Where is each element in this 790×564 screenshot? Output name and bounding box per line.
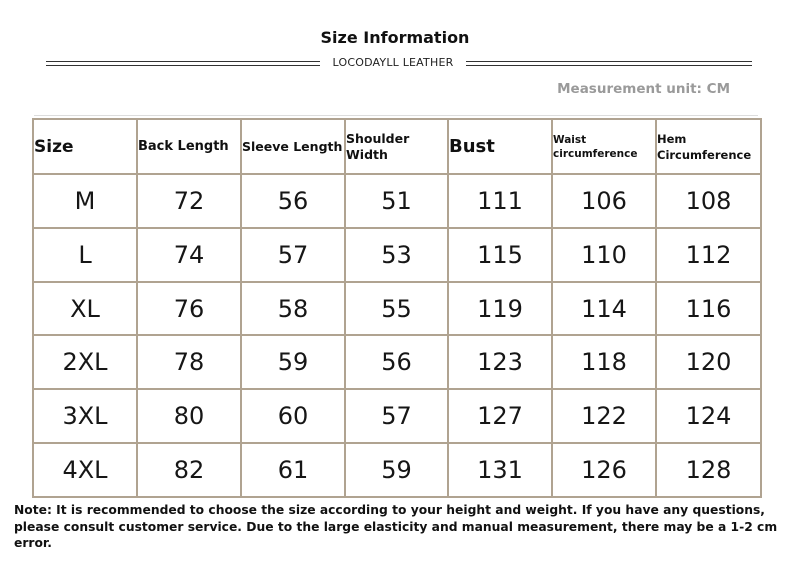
header-shoulder-width: Shoulder Width (345, 119, 448, 174)
table-cell: 115 (448, 228, 552, 282)
table-cell: 58 (241, 282, 345, 336)
table-cell: M (33, 174, 137, 228)
table-cell: 127 (448, 389, 552, 443)
footnote: Note: It is recommended to choose the size according to your height and weight. If you have any questions, please consult customer service. Due to the large elasticity and manual measurement, there may be a 1-2 cm error. (14, 503, 778, 550)
header-back-length: Back Length (137, 119, 241, 174)
table-cell: 120 (656, 335, 761, 389)
table-top-rule (34, 115, 758, 116)
table-row (33, 335, 761, 389)
table-cell: 108 (656, 174, 761, 228)
table-cell: 59 (241, 335, 345, 389)
table-row (33, 228, 761, 282)
measurement-unit: Measurement unit: CM (557, 81, 730, 97)
brand-subtitle: LOCODAYLL LEATHER (332, 56, 454, 69)
table-cell: L (33, 228, 137, 282)
table-cell: 122 (552, 389, 656, 443)
table-cell: 56 (241, 174, 345, 228)
table-cell: 4XL (33, 443, 137, 497)
table-cell: 56 (345, 335, 448, 389)
table-cell: 2XL (33, 335, 137, 389)
table-row (33, 174, 761, 228)
table-cell: 111 (448, 174, 552, 228)
table-cell: 116 (656, 282, 761, 336)
table-row (33, 443, 761, 497)
header-size: Size (33, 119, 137, 174)
header-sleeve-length: Sleeve Length (241, 119, 345, 174)
table-cell: 126 (552, 443, 656, 497)
divider-line-left (46, 61, 320, 66)
table-cell: 131 (448, 443, 552, 497)
table-header-row (33, 119, 761, 174)
table-cell: 112 (656, 228, 761, 282)
table-cell: 119 (448, 282, 552, 336)
table-cell: 57 (345, 389, 448, 443)
table-cell: 57 (241, 228, 345, 282)
table-row (33, 389, 761, 443)
table-cell: 76 (137, 282, 241, 336)
header-bust: Bust (448, 119, 552, 174)
table-cell: 82 (137, 443, 241, 497)
table-cell: 80 (137, 389, 241, 443)
table-cell: 118 (552, 335, 656, 389)
table-cell: 60 (241, 389, 345, 443)
table-cell: 124 (656, 389, 761, 443)
table-cell: 78 (137, 335, 241, 389)
table-row (33, 282, 761, 336)
table-cell: 123 (448, 335, 552, 389)
table-cell: 114 (552, 282, 656, 336)
divider-line-right (466, 61, 752, 66)
table-cell: 53 (345, 228, 448, 282)
table-cell: 3XL (33, 389, 137, 443)
table-cell: XL (33, 282, 137, 336)
page-title: Size Information (320, 28, 470, 47)
table-cell: 74 (137, 228, 241, 282)
table-cell: 61 (241, 443, 345, 497)
table-cell: 106 (552, 174, 656, 228)
size-table (32, 118, 762, 498)
table-cell: 51 (345, 174, 448, 228)
table-cell: 59 (345, 443, 448, 497)
table-cell: 55 (345, 282, 448, 336)
table-cell: 72 (137, 174, 241, 228)
header-hem-circumference: Hem Circumference (656, 119, 761, 174)
subtitle-row (46, 56, 752, 74)
table-cell: 110 (552, 228, 656, 282)
table-cell: 128 (656, 443, 761, 497)
header-waist-circumference: Waist circumference (552, 119, 656, 174)
